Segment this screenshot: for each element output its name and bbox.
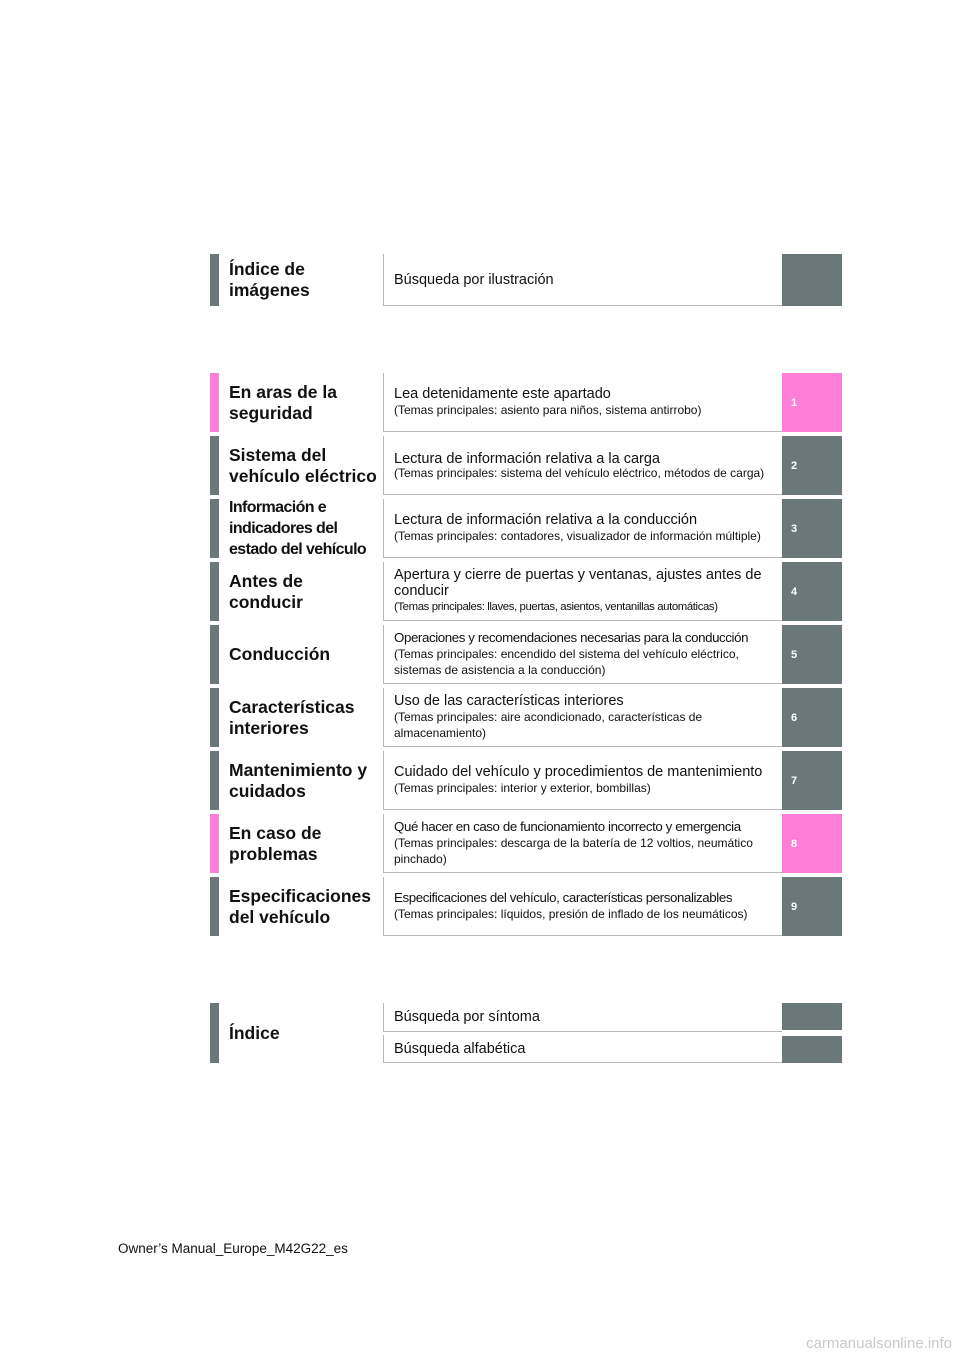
chapter-title: Antes de conducir xyxy=(229,570,303,612)
section-marker xyxy=(210,751,219,810)
chapter-title: Especificaciones del vehículo xyxy=(229,885,372,927)
chapter-tab[interactable]: 7 xyxy=(782,751,842,810)
section-marker xyxy=(210,499,219,558)
alpha-search-tab[interactable] xyxy=(782,1036,842,1063)
picture-index-row[interactable] xyxy=(210,254,842,306)
chapter-row-3[interactable] xyxy=(210,499,842,558)
picture-index-link[interactable] xyxy=(383,254,782,306)
chapter-main: Operaciones y recomendaciones necesarias para la conducción xyxy=(394,630,749,645)
chapter-desc[interactable] xyxy=(383,499,782,558)
footer-text: Owner’s Manual_Europe_M42G22_es xyxy=(118,1241,348,1256)
chapter-title: Características interiores xyxy=(229,696,355,738)
chapter-sub: (Temas principales: líquidos, presión de inflado de los neumáticos) xyxy=(394,907,748,921)
section-marker xyxy=(210,877,219,936)
index-title: Índice xyxy=(229,1022,280,1043)
chapter-main: Uso de las características interiores xyxy=(394,693,624,709)
chapter-tab[interactable]: 6 xyxy=(782,688,842,747)
chapter-row-5[interactable] xyxy=(210,625,842,684)
chapter-desc[interactable] xyxy=(383,562,782,621)
chapter-title: Sistema del vehículo eléctrico xyxy=(229,444,377,486)
chapter-tab[interactable]: 1 xyxy=(782,373,842,432)
chapter-row-4[interactable] xyxy=(210,562,842,621)
section-marker xyxy=(210,688,219,747)
chapter-main: Qué hacer en caso de funcionamiento incorrecto y emergencia xyxy=(394,819,741,834)
chapter-row-1[interactable] xyxy=(210,373,842,432)
watermark: carmanualsonline.info xyxy=(806,1335,952,1352)
picture-index-title: Índice de imágenes xyxy=(229,259,310,300)
chapter-main: Especificaciones del vehículo, características personalizables xyxy=(394,890,733,905)
symptom-search-link[interactable] xyxy=(383,1003,782,1032)
chapter-desc[interactable] xyxy=(383,814,782,873)
chapter-row-2[interactable] xyxy=(210,436,842,495)
chapter-tab[interactable]: 2 xyxy=(782,436,842,495)
chapter-sub: (Temas principales: interior y exterior, bombillas) xyxy=(394,781,651,795)
chapter-sub: (Temas principales: asiento para niños, sistema antirrobo) xyxy=(394,403,702,417)
chapter-row-6[interactable] xyxy=(210,688,842,747)
index-row xyxy=(210,1003,842,1063)
picture-index-desc: Búsqueda por ilustración xyxy=(394,271,554,288)
chapter-tab[interactable]: 5 xyxy=(782,625,842,684)
chapter-title: En aras de la seguridad xyxy=(229,381,337,423)
chapter-desc[interactable] xyxy=(383,751,782,810)
chapter-row-8[interactable] xyxy=(210,814,842,873)
chapter-title: Conducción xyxy=(229,644,331,664)
alpha-search-label: Búsqueda alfabética xyxy=(394,1040,526,1057)
chapter-main: Lectura de información relativa a la conducción xyxy=(394,512,698,528)
chapter-tab[interactable]: 8 xyxy=(782,814,842,873)
chapter-title: En caso de problemas xyxy=(229,822,322,864)
section-marker xyxy=(210,814,219,873)
chapter-main: Apertura y cierre de puertas y ventanas, ajustes antes de conducir xyxy=(394,567,762,599)
chapter-title: Mantenimiento y cuidados xyxy=(229,759,368,801)
chapter-main: Cuidado del vehículo y procedimientos de mantenimiento xyxy=(394,764,763,780)
chapter-sub: (Temas principales: descarga de la batería de 12 voltios, neumático pinchado) xyxy=(394,836,753,866)
alpha-search-link[interactable] xyxy=(383,1035,782,1063)
chapter-row-7[interactable] xyxy=(210,751,842,810)
chapter-desc[interactable] xyxy=(383,688,782,747)
chapter-sub: (Temas principales: contadores, visualizador de información múltiple) xyxy=(394,529,761,543)
chapter-sub: (Temas principales: encendido del sistema del vehículo eléctrico, sistemas de asistencia a la conducción) xyxy=(394,647,739,677)
chapter-desc[interactable] xyxy=(383,373,782,432)
chapter-row-9[interactable] xyxy=(210,877,842,936)
chapter-desc[interactable] xyxy=(383,436,782,495)
section-marker xyxy=(210,1003,219,1063)
chapter-main: Lectura de información relativa a la carga xyxy=(394,451,660,467)
chapter-tab[interactable]: 4 xyxy=(782,562,842,621)
chapter-tab[interactable]: 3 xyxy=(782,499,842,558)
chapter-tab[interactable]: 9 xyxy=(782,877,842,936)
chapter-sub: (Temas principales: aire acondicionado, características de almacenamiento) xyxy=(394,710,703,740)
picture-index-tab[interactable] xyxy=(782,254,842,306)
chapter-desc[interactable] xyxy=(383,877,782,936)
chapter-title: Información e indicadores del estado del vehículo xyxy=(229,499,367,558)
chapter-desc[interactable] xyxy=(383,625,782,684)
section-marker xyxy=(210,373,219,432)
symptom-search-label: Búsqueda por síntoma xyxy=(394,1009,540,1025)
section-marker xyxy=(210,436,219,495)
chapter-sub: (Temas principales: llaves, puertas, asientos, ventanillas automáticas) xyxy=(394,601,718,613)
chapter-main: Lea detenidamente este apartado xyxy=(394,386,611,402)
chapter-sub: (Temas principales: sistema del vehículo eléctrico, métodos de carga) xyxy=(394,466,765,480)
symptom-search-tab[interactable] xyxy=(782,1003,842,1030)
section-marker xyxy=(210,254,219,306)
section-marker xyxy=(210,625,219,684)
section-marker xyxy=(210,562,219,621)
